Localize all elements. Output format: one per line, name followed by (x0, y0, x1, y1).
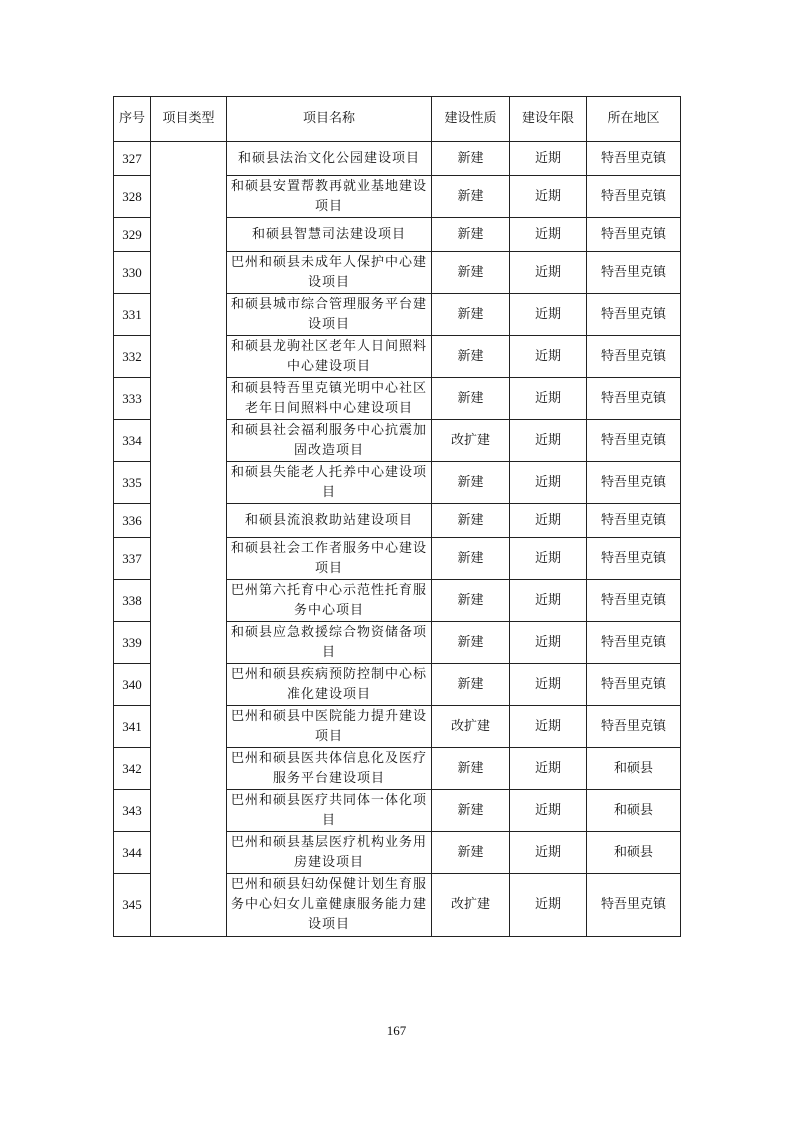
cell-term: 近期 (510, 294, 587, 336)
cell-seq: 336 (114, 504, 151, 538)
cell-term: 近期 (510, 378, 587, 420)
cell-seq: 337 (114, 538, 151, 580)
cell-name: 和硕县应急救援综合物资储备项目 (227, 622, 432, 664)
cell-name: 和硕县失能老人托养中心建设项目 (227, 462, 432, 504)
cell-name: 巴州第六托育中心示范性托育服务中心项目 (227, 580, 432, 622)
cell-seq: 338 (114, 580, 151, 622)
cell-area: 特吾里克镇 (587, 580, 681, 622)
header-type: 项目类型 (151, 97, 227, 142)
cell-seq: 340 (114, 664, 151, 706)
cell-seq: 343 (114, 790, 151, 832)
cell-area: 和硕县 (587, 832, 681, 874)
cell-area: 特吾里克镇 (587, 664, 681, 706)
cell-term: 近期 (510, 462, 587, 504)
cell-nature: 新建 (432, 664, 510, 706)
cell-name: 巴州和硕县疾病预防控制中心标准化建设项目 (227, 664, 432, 706)
cell-seq: 327 (114, 142, 151, 176)
cell-term: 近期 (510, 504, 587, 538)
cell-nature: 改扩建 (432, 420, 510, 462)
cell-term: 近期 (510, 874, 587, 937)
cell-nature: 新建 (432, 832, 510, 874)
cell-term: 近期 (510, 832, 587, 874)
cell-term: 近期 (510, 420, 587, 462)
cell-nature: 新建 (432, 142, 510, 176)
cell-nature: 新建 (432, 176, 510, 218)
cell-nature: 新建 (432, 504, 510, 538)
cell-name: 和硕县流浪救助站建设项目 (227, 504, 432, 538)
header-term: 建设年限 (510, 97, 587, 142)
cell-area: 特吾里克镇 (587, 462, 681, 504)
cell-term: 近期 (510, 790, 587, 832)
cell-seq: 345 (114, 874, 151, 937)
cell-term: 近期 (510, 218, 587, 252)
cell-term: 近期 (510, 706, 587, 748)
cell-seq: 331 (114, 294, 151, 336)
cell-name: 和硕县城市综合管理服务平台建设项目 (227, 294, 432, 336)
cell-seq: 333 (114, 378, 151, 420)
header-nature: 建设性质 (432, 97, 510, 142)
project-table (113, 96, 681, 937)
header-area: 所在地区 (587, 97, 681, 142)
cell-nature: 新建 (432, 336, 510, 378)
cell-name: 和硕县社会福利服务中心抗震加固改造项目 (227, 420, 432, 462)
cell-area: 特吾里克镇 (587, 504, 681, 538)
cell-term: 近期 (510, 580, 587, 622)
cell-nature: 新建 (432, 748, 510, 790)
cell-type-merged (151, 142, 227, 937)
cell-name: 巴州和硕县中医院能力提升建设项目 (227, 706, 432, 748)
cell-seq: 328 (114, 176, 151, 218)
cell-name: 和硕县智慧司法建设项目 (227, 218, 432, 252)
cell-area: 特吾里克镇 (587, 378, 681, 420)
table-header-row (114, 97, 681, 142)
table-row (114, 142, 681, 176)
header-seq: 序号 (114, 97, 151, 142)
cell-name: 和硕县龙驹社区老年人日间照料中心建设项目 (227, 336, 432, 378)
cell-name: 巴州和硕县未成年人保护中心建设项目 (227, 252, 432, 294)
cell-seq: 334 (114, 420, 151, 462)
cell-area: 和硕县 (587, 748, 681, 790)
cell-term: 近期 (510, 336, 587, 378)
header-name: 项目名称 (227, 97, 432, 142)
cell-name: 巴州和硕县医共体信息化及医疗服务平台建设项目 (227, 748, 432, 790)
cell-area: 特吾里克镇 (587, 218, 681, 252)
cell-name: 和硕县特吾里克镇光明中心社区老年日间照料中心建设项目 (227, 378, 432, 420)
cell-name: 和硕县安置帮教再就业基地建设项目 (227, 176, 432, 218)
cell-name: 巴州和硕县基层医疗机构业务用房建设项目 (227, 832, 432, 874)
cell-area: 特吾里克镇 (587, 538, 681, 580)
cell-nature: 新建 (432, 294, 510, 336)
cell-nature: 新建 (432, 622, 510, 664)
cell-area: 特吾里克镇 (587, 336, 681, 378)
cell-name: 和硕县社会工作者服务中心建设项目 (227, 538, 432, 580)
cell-area: 特吾里克镇 (587, 294, 681, 336)
cell-term: 近期 (510, 142, 587, 176)
cell-area: 特吾里克镇 (587, 420, 681, 462)
page-number: 167 (386, 1023, 407, 1038)
cell-nature: 新建 (432, 580, 510, 622)
cell-seq: 341 (114, 706, 151, 748)
cell-seq: 342 (114, 748, 151, 790)
cell-nature: 新建 (432, 462, 510, 504)
cell-name: 巴州和硕县妇幼保健计划生育服务中心妇女儿童健康服务能力建设项目 (227, 874, 432, 937)
cell-name: 和硕县法治文化公园建设项目 (227, 142, 432, 176)
cell-nature: 新建 (432, 218, 510, 252)
cell-nature: 新建 (432, 790, 510, 832)
cell-term: 近期 (510, 252, 587, 294)
cell-seq: 339 (114, 622, 151, 664)
cell-area: 特吾里克镇 (587, 142, 681, 176)
cell-nature: 改扩建 (432, 706, 510, 748)
cell-term: 近期 (510, 622, 587, 664)
cell-nature: 新建 (432, 538, 510, 580)
cell-nature: 新建 (432, 378, 510, 420)
cell-term: 近期 (510, 748, 587, 790)
cell-seq: 332 (114, 336, 151, 378)
cell-nature: 新建 (432, 252, 510, 294)
cell-seq: 335 (114, 462, 151, 504)
cell-area: 特吾里克镇 (587, 706, 681, 748)
cell-term: 近期 (510, 538, 587, 580)
cell-area: 特吾里克镇 (587, 176, 681, 218)
cell-nature: 改扩建 (432, 874, 510, 937)
cell-term: 近期 (510, 664, 587, 706)
cell-term: 近期 (510, 176, 587, 218)
cell-seq: 344 (114, 832, 151, 874)
cell-area: 特吾里克镇 (587, 622, 681, 664)
cell-area: 特吾里克镇 (587, 252, 681, 294)
cell-seq: 329 (114, 218, 151, 252)
cell-name: 巴州和硕县医疗共同体一体化项目 (227, 790, 432, 832)
cell-area: 特吾里克镇 (587, 874, 681, 937)
cell-area: 和硕县 (587, 790, 681, 832)
cell-seq: 330 (114, 252, 151, 294)
